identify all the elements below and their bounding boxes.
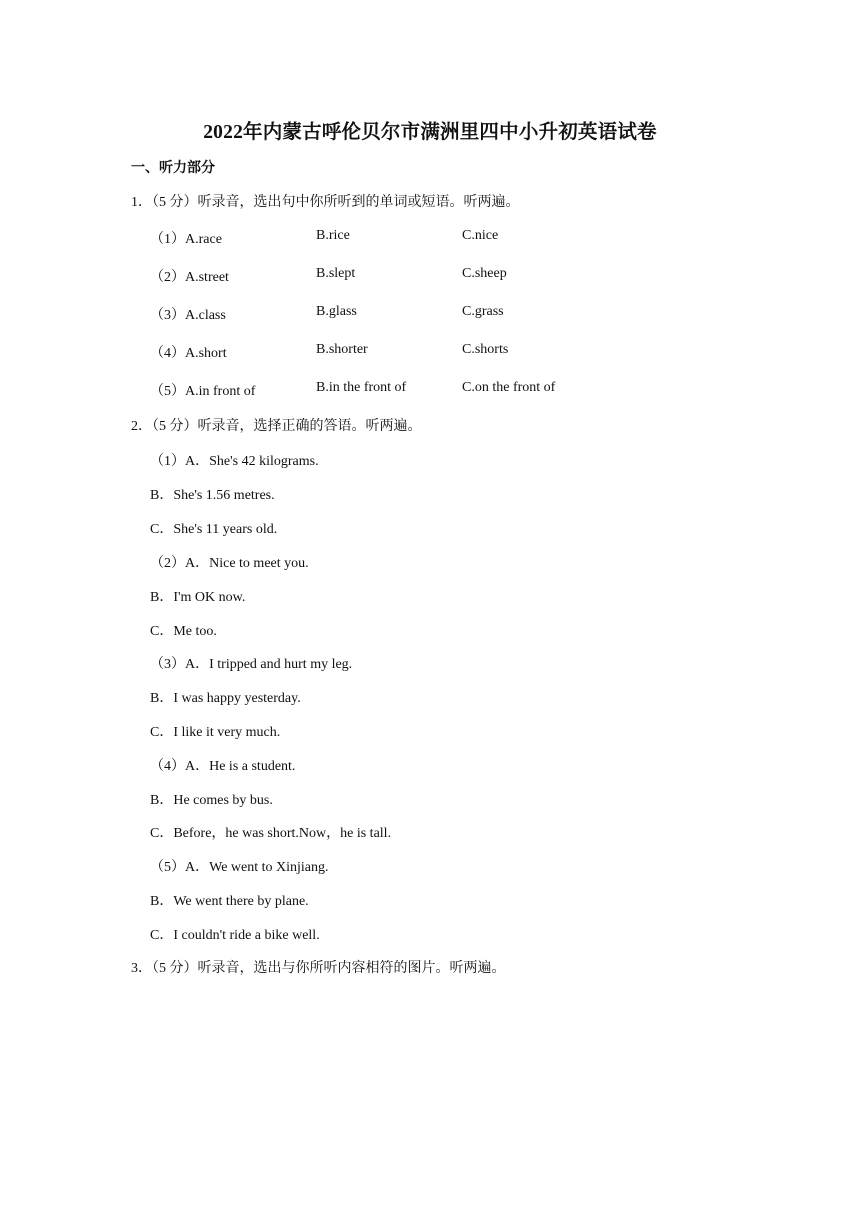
- question-1-option-row: [150, 228, 750, 248]
- section-heading-listening: 一、听力部分: [131, 161, 215, 176]
- question-2-answer-line: C．Me too.: [150, 624, 217, 639]
- question-2-answer-line: B．I'm OK now.: [150, 590, 246, 605]
- question-2-answer-line: （3）A．I tripped and hurt my leg.: [150, 657, 353, 672]
- option-a: （5）A.in front of: [150, 384, 256, 399]
- option-c: C.shorts: [462, 342, 509, 357]
- question-2-stem: 2．（5 分）听录音，选择正确的答语。听两遍。: [131, 419, 422, 434]
- question-1-option-row: [150, 342, 750, 362]
- question-1-option-row: [150, 304, 750, 324]
- question-2-answer-line: （2）A．Nice to meet you.: [150, 556, 309, 571]
- option-a: （1）A.race: [150, 232, 222, 247]
- question-2-answer-line: B．He comes by bus.: [150, 793, 273, 808]
- option-c: C.sheep: [462, 266, 507, 281]
- option-c: C.on the front of: [462, 380, 556, 395]
- question-2-answer-line: （1）A．She's 42 kilograms.: [150, 454, 319, 469]
- question-2-answer-line: B．I was happy yesterday.: [150, 691, 301, 706]
- option-a: （3）A.class: [150, 308, 226, 323]
- question-2-answer-line: B．She's 1.56 metres.: [150, 488, 275, 503]
- question-1-option-row: [150, 380, 750, 400]
- page-title: 2022年内蒙古呼伦贝尔市满洲里四中小升初英语试卷: [203, 122, 657, 143]
- question-2-answer-line: （4）A．He is a student.: [150, 759, 296, 774]
- question-2-answer-line: B．We went there by plane.: [150, 894, 309, 909]
- question-2-answer-line: C．Before，he was short.Now，he is tall.: [150, 826, 392, 841]
- option-b: B.in the front of: [316, 380, 407, 395]
- option-b: B.rice: [316, 228, 350, 243]
- option-a: （4）A.short: [150, 346, 227, 361]
- question-2-answer-line: （5）A．We went to Xinjiang.: [150, 860, 329, 875]
- question-2-answer-line: C．I couldn't ride a bike well.: [150, 928, 320, 943]
- question-1-stem: 1．（5 分）听录音，选出句中你所听到的单词或短语。听两遍。: [131, 195, 520, 210]
- option-b: B.glass: [316, 304, 357, 319]
- option-c: C.nice: [462, 228, 499, 243]
- question-2-answer-line: C．She's 11 years old.: [150, 522, 278, 537]
- question-3-stem: 3．（5 分）听录音，选出与你所听内容相符的图片。听两遍。: [131, 961, 506, 976]
- option-b: B.shorter: [316, 342, 368, 357]
- question-1-option-row: [150, 266, 750, 286]
- option-b: B.slept: [316, 266, 356, 281]
- option-a: （2）A.street: [150, 270, 229, 285]
- question-2-answer-line: C．I like it very much.: [150, 725, 281, 740]
- option-c: C.grass: [462, 304, 504, 319]
